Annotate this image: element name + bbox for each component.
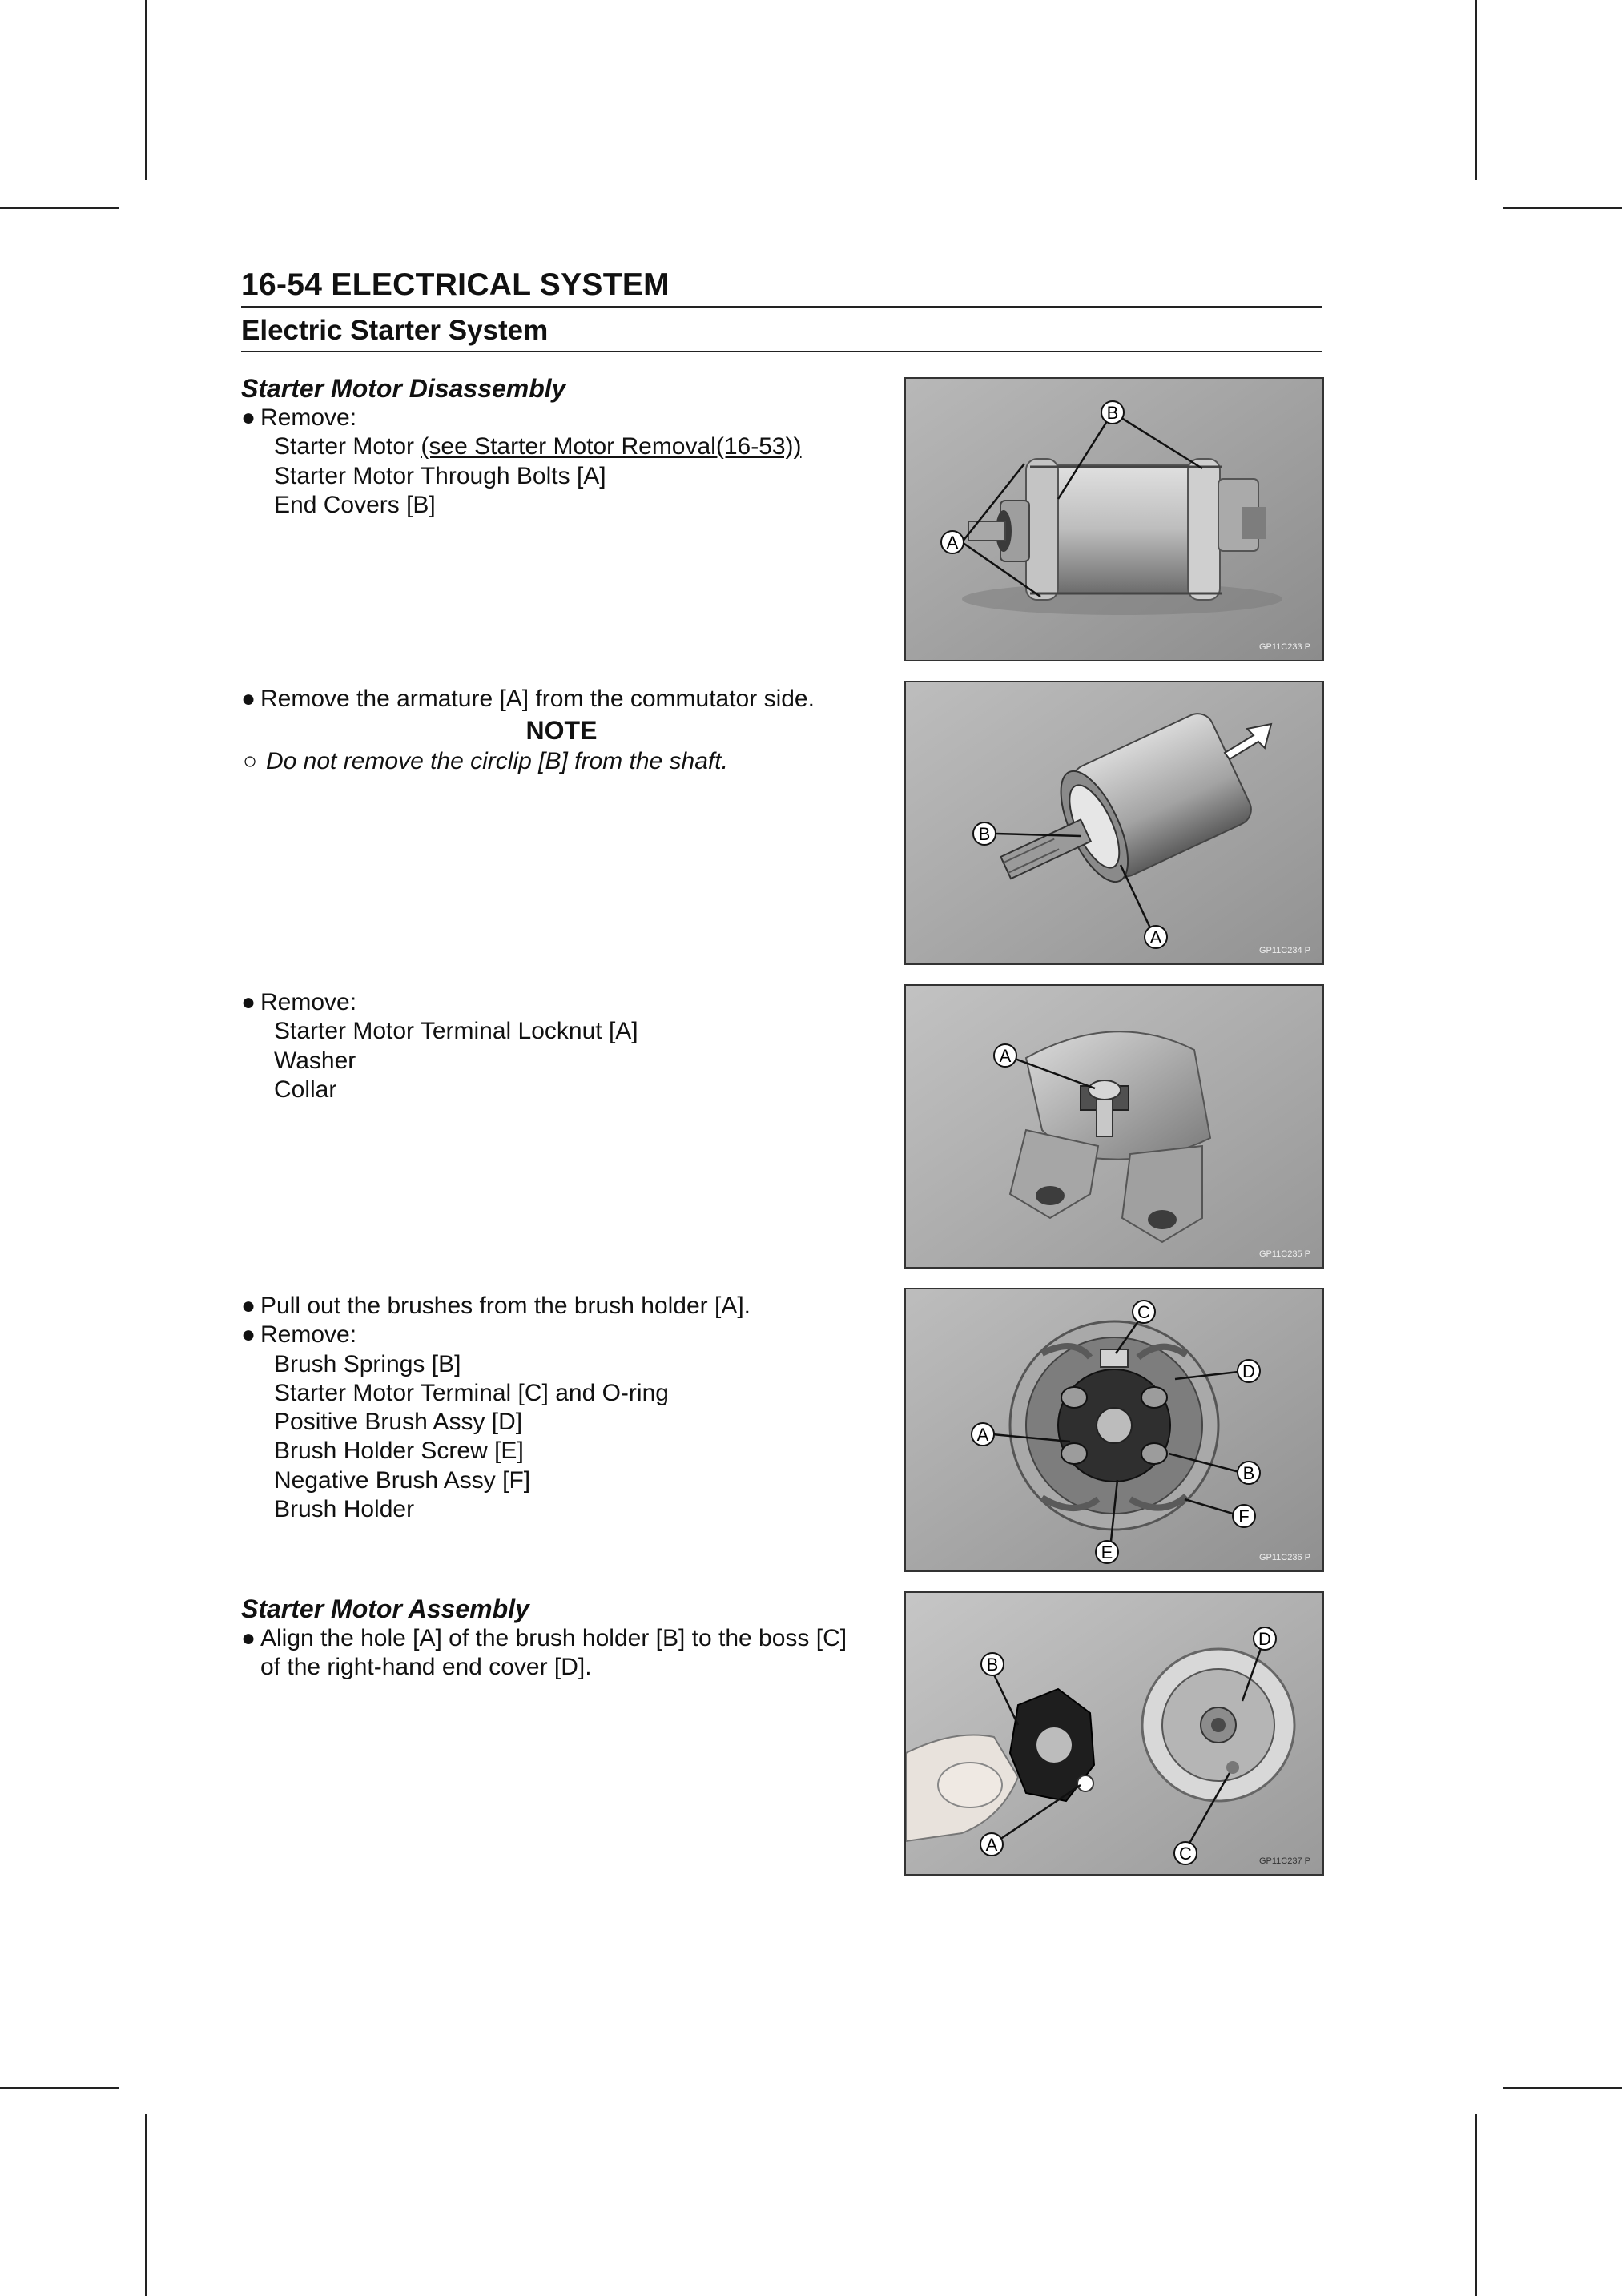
note-title: NOTE [525, 716, 598, 746]
list-item: Negative Brush Assy [F] [274, 1466, 531, 1494]
disassembly-step-3 [241, 988, 882, 1104]
figure-brush-holder [904, 1288, 1324, 1572]
cross-reference-link[interactable]: (see Starter Motor Removal(16-53)) [421, 433, 802, 460]
disassembly-title: Starter Motor Disassembly [241, 374, 566, 403]
figure-code: GP11C235 P [1258, 1249, 1310, 1259]
bullet-line: ● Remove: [241, 1321, 882, 1349]
crop-mark [145, 2114, 147, 2296]
crop-mark [1503, 2087, 1622, 2089]
starter-motor-illustration [906, 379, 1322, 660]
list-item: Washer [274, 1047, 356, 1074]
label-b-icon [973, 822, 996, 845]
note-text: ○ Do not remove the circlip [B] from the shaft. [241, 747, 882, 776]
alignment-illustration [906, 1593, 1322, 1874]
label-b-icon [1238, 1462, 1260, 1484]
bullet-icon: ● [241, 686, 256, 712]
bullet-line: ● Pull out the brushes from the brush holder [A]. [241, 1292, 882, 1321]
svg-text:A: A [946, 533, 959, 553]
disassembly-step-1 [241, 373, 882, 520]
brush-holder-illustration [906, 1289, 1322, 1570]
figure-code: GP11C233 P [1258, 642, 1310, 652]
label-b-icon [1101, 401, 1124, 424]
list-item: Positive Brush Assy [D] [274, 1409, 523, 1436]
assembly-step-1 [241, 1594, 882, 1683]
list-item: Brush Springs [B] [274, 1350, 461, 1377]
crop-mark [145, 0, 147, 180]
section-title: Electric Starter System [241, 315, 549, 346]
label-d-icon [1254, 1627, 1276, 1650]
figure-terminal-locknut [904, 984, 1324, 1269]
figure-brush-holder-alignment [904, 1591, 1324, 1876]
figure-starter-motor [904, 377, 1324, 661]
svg-text:C: C [1137, 1302, 1150, 1322]
bullet-icon: ● [241, 989, 256, 1015]
bullet-icon: ● [241, 404, 256, 431]
label-b-icon [981, 1653, 1004, 1675]
list-item: Collar [274, 1076, 337, 1103]
crop-mark [1475, 2114, 1477, 2296]
figure-code: GP11C234 P [1258, 946, 1310, 955]
assembly-title: Starter Motor Assembly [241, 1594, 529, 1623]
list-item: Brush Holder [274, 1496, 415, 1523]
disassembly-step-2 [241, 685, 882, 776]
crop-mark [0, 2087, 119, 2089]
label-a-icon [1145, 926, 1167, 948]
list-item: Starter Motor Through Bolts [A] [274, 462, 606, 489]
bullet-line: ● Align the hole [A] of the brush holder [B] to the boss [C] [241, 1624, 882, 1653]
label-a-icon [972, 1423, 994, 1446]
disassembly-step-4 [241, 1292, 882, 1524]
header-rule [241, 306, 1322, 308]
label-f-icon [1233, 1505, 1255, 1527]
bullet-icon: ● [241, 1321, 256, 1349]
svg-text:A: A [999, 1046, 1012, 1066]
list-item: Starter Motor Terminal [C] and O-ring [274, 1379, 669, 1406]
label-a-icon [994, 1044, 1016, 1067]
svg-text:E: E [1101, 1542, 1113, 1562]
end-cover-illustration [906, 986, 1322, 1267]
svg-text:B: B [986, 1655, 999, 1675]
svg-text:B: B [1106, 403, 1119, 423]
figure-armature [904, 681, 1324, 965]
bullet-line: ● Remove: [241, 404, 882, 432]
svg-text:B: B [1242, 1463, 1255, 1483]
svg-text:A: A [1149, 927, 1162, 947]
crop-mark [1503, 207, 1622, 209]
page-title: 16-54 ELECTRICAL SYSTEM [241, 267, 670, 302]
label-e-icon [1096, 1541, 1118, 1563]
label-d-icon [1238, 1360, 1260, 1382]
armature-illustration [906, 682, 1322, 963]
note-marker-icon: ○ [243, 747, 258, 774]
svg-text:F: F [1238, 1506, 1250, 1526]
label-c-icon [1133, 1301, 1155, 1323]
list-item: Brush Holder Screw [E] [274, 1438, 524, 1465]
svg-text:A: A [976, 1425, 989, 1445]
svg-text:D: D [1258, 1629, 1271, 1649]
figure-code: GP11C236 P [1258, 1553, 1310, 1562]
label-a-icon [980, 1833, 1003, 1856]
label-c-icon [1174, 1842, 1197, 1864]
crop-mark [0, 207, 119, 209]
bullet-line-continued: of the right-hand end cover [D]. [260, 1654, 592, 1681]
svg-text:B: B [978, 824, 991, 844]
page-header [241, 264, 1322, 352]
bullet-icon: ● [241, 1625, 256, 1651]
svg-text:C: C [1179, 1844, 1192, 1864]
section-rule [241, 351, 1322, 352]
crop-mark [1475, 0, 1477, 180]
bullet-line: ● Remove: [241, 988, 882, 1017]
svg-text:D: D [1242, 1361, 1255, 1381]
list-item: Starter Motor (see Starter Motor Removal(16-53)) [274, 433, 802, 460]
bullet-icon: ● [241, 1293, 256, 1319]
svg-text:A: A [985, 1835, 998, 1855]
figure-code: GP11C237 P [1258, 1856, 1310, 1866]
list-item: Starter Motor Terminal Locknut [A] [274, 1018, 638, 1045]
list-item: End Covers [B] [274, 491, 436, 518]
bullet-line: ● Remove the armature [A] from the commutator side. [241, 685, 882, 714]
label-a-icon [941, 531, 964, 553]
